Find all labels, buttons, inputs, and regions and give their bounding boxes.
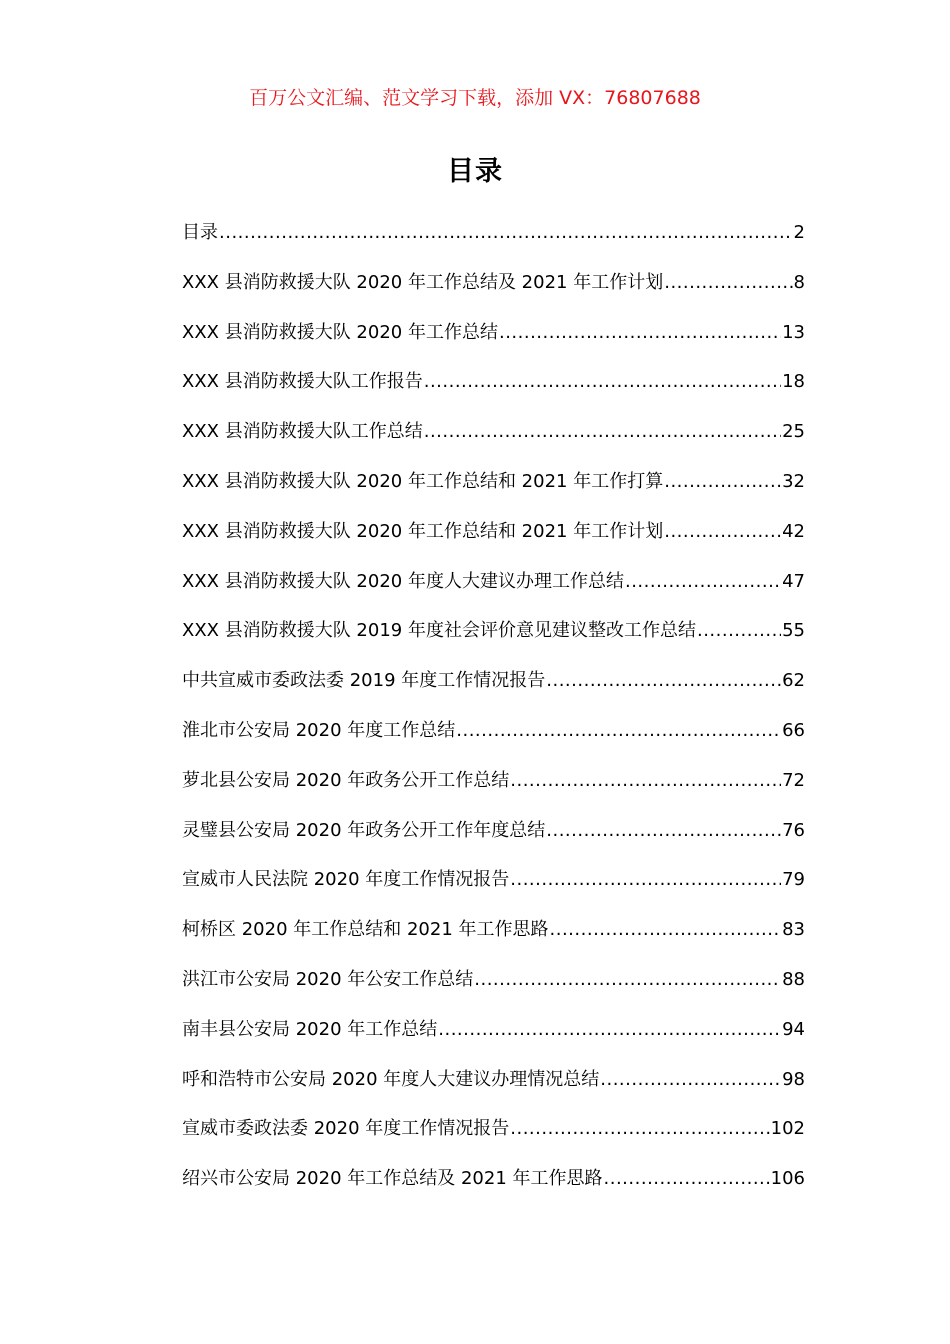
- toc-entry-title: XXX 县消防救援大队 2019 年度社会评价意见建议整改工作总结: [182, 620, 696, 642]
- toc-entry-title: 灵璧县公安局 2020 年政务公开工作年度总结: [182, 819, 546, 841]
- toc-page-number: 2: [793, 222, 805, 243]
- toc-leader-dots: [510, 866, 781, 894]
- toc-leader-dots: [664, 518, 781, 546]
- toc-entry[interactable]: [182, 319, 805, 369]
- toc-entry-title: 中共宣威市委政法委 2019 年度工作情况报告: [182, 670, 546, 692]
- toc-leader-dots: [438, 1016, 781, 1044]
- toc-page-number: 72: [782, 769, 805, 791]
- toc-entry-title: XXX 县消防救援大队 2020 年度人大建议办理工作总结: [182, 570, 624, 592]
- toc-entry-title: 目录: [182, 222, 218, 243]
- toc-entry[interactable]: [182, 916, 805, 966]
- toc-entry-title: XXX 县消防救援大队 2020 年工作总结: [182, 321, 498, 343]
- toc-leader-dots: [424, 368, 781, 396]
- toc-entry[interactable]: [182, 418, 805, 468]
- toc-leader-dots: [474, 966, 781, 994]
- toc-entry-title: XXX 县消防救援大队 2020 年工作总结和 2021 年工作打算: [182, 470, 664, 492]
- toc-leader-dots: [550, 916, 782, 944]
- toc-leader-dots: [664, 269, 792, 297]
- toc-entry-title: 洪江市公安局 2020 年公安工作总结: [182, 968, 474, 990]
- toc-page-number: 66: [782, 719, 805, 741]
- toc-page-number: 55: [782, 620, 805, 642]
- toc-entry[interactable]: [182, 368, 805, 418]
- toc-page-number: 79: [782, 869, 805, 891]
- toc-entry-title: 宣威市委政法委 2020 年度工作情况报告: [182, 1118, 510, 1140]
- toc-page-number: 47: [782, 570, 805, 592]
- toc-entry-title: XXX 县消防救援大队 2020 年工作总结及 2021 年工作计划: [182, 271, 664, 293]
- toc-page-number: 25: [782, 421, 805, 443]
- toc-leader-dots: [697, 617, 781, 645]
- toc-entry-title: 淮北市公安局 2020 年度工作总结: [182, 719, 456, 741]
- toc-leader-dots: [625, 568, 781, 596]
- toc-entry[interactable]: [182, 1016, 805, 1066]
- toc-entry[interactable]: [182, 1066, 805, 1116]
- toc-entry-title: 绍兴市公安局 2020 年工作总结及 2021 年工作思路: [182, 1168, 603, 1190]
- toc-page-number: 106: [770, 1168, 805, 1190]
- toc-page-number: 102: [770, 1118, 805, 1140]
- toc-leader-dots: [424, 418, 781, 446]
- toc-entry[interactable]: [182, 966, 805, 1016]
- toc-entry[interactable]: [182, 518, 805, 568]
- toc-leader-dots: [604, 1165, 770, 1193]
- toc-entry-title: XXX 县消防救援大队工作总结: [182, 421, 423, 443]
- toc-page-number: 83: [782, 919, 805, 941]
- toc-entry-title: XXX 县消防救援大队工作报告: [182, 371, 423, 393]
- toc-entry[interactable]: [182, 269, 805, 319]
- toc-leader-dots: [600, 1066, 781, 1094]
- toc-entry-title: 柯桥区 2020 年工作总结和 2021 年工作思路: [182, 919, 549, 941]
- toc-entry[interactable]: [182, 667, 805, 717]
- toc-leader-dots: [510, 1115, 769, 1143]
- toc-entry[interactable]: [182, 817, 805, 867]
- toc-page-number: 98: [782, 1068, 805, 1090]
- toc-entry[interactable]: [182, 866, 805, 916]
- toc-entry-title: 宣威市人民法院 2020 年度工作情况报告: [182, 869, 510, 891]
- toc-page-number: 8: [793, 271, 805, 293]
- toc-entry[interactable]: [182, 219, 805, 269]
- toc-entry-title: 呼和浩特市公安局 2020 年度人大建议办理情况总结: [182, 1068, 600, 1090]
- toc-entry-title: 萝北县公安局 2020 年政务公开工作总结: [182, 769, 510, 791]
- toc-entry[interactable]: [182, 468, 805, 518]
- toc-entry[interactable]: [182, 1165, 805, 1215]
- toc-entry[interactable]: [182, 617, 805, 667]
- toc-entry[interactable]: [182, 767, 805, 817]
- toc-entry[interactable]: [182, 568, 805, 618]
- toc-page-number: 88: [782, 968, 805, 990]
- toc-page-number: 76: [782, 819, 805, 841]
- toc-entry-title: XXX 县消防救援大队 2020 年工作总结和 2021 年工作计划: [182, 520, 664, 542]
- toc-page-number: 32: [782, 470, 805, 492]
- toc-leader-dots: [456, 717, 781, 745]
- toc-page-number: 42: [782, 520, 805, 542]
- toc-entry-title: 南丰县公安局 2020 年工作总结: [182, 1018, 438, 1040]
- header-note: 百万公文汇编、范文学习下载，添加 VX：76807688: [249, 87, 701, 109]
- toc-leader-dots: [499, 319, 781, 347]
- toc-list: [182, 219, 805, 1215]
- toc-page-number: 94: [782, 1018, 805, 1040]
- toc-leader-dots: [546, 667, 781, 695]
- toc-page-number: 62: [782, 670, 805, 692]
- toc-page-number: 13: [782, 321, 805, 343]
- toc-leader-dots: [664, 468, 781, 496]
- toc-title: 目录: [447, 156, 503, 187]
- toc-leader-dots: [510, 767, 781, 795]
- toc-leader-dots: [546, 817, 781, 845]
- toc-leader-dots: [219, 219, 793, 247]
- toc-entry[interactable]: [182, 1115, 805, 1165]
- toc-page-number: 18: [782, 371, 805, 393]
- toc-entry[interactable]: [182, 717, 805, 767]
